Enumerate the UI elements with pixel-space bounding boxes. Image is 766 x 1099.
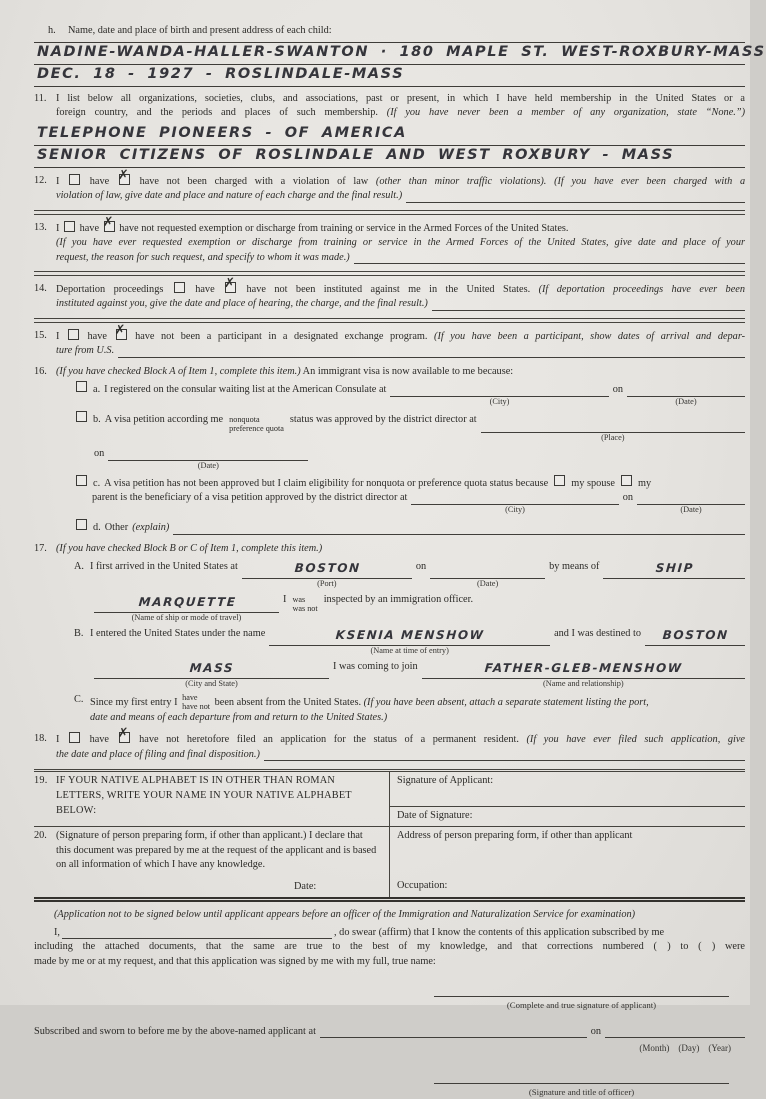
item-12-inline-note: (other than minor traffic violations). [375, 175, 547, 187]
option-c-text2: parent is the beneficiary of a visa petition approved by the district director at [92, 492, 408, 504]
item-18-line2 [56, 748, 745, 763]
checkbox-x-mark: ✗ [224, 275, 235, 291]
option-a-letter: a. [93, 384, 101, 396]
item-11-line2 [56, 106, 745, 121]
item-17c-note2: date and means of each departure from and return to the United States.) [90, 712, 388, 724]
date-sublabel: (Date) [675, 397, 697, 407]
explain-label: (explain) [132, 522, 170, 534]
ship-name-sublabel: (Name of ship or mode of travel) [131, 612, 242, 622]
item-16c-line2 [92, 491, 745, 515]
have-not-checkbox[interactable] [117, 167, 130, 185]
oath-note: (Application not to be signed below until applicant appears before an officer of the Immigration and Naturalization Service for examination) [54, 908, 636, 920]
port-sublabel: (Port) [317, 578, 337, 588]
oath-name-blank[interactable] [62, 926, 332, 939]
option-c-text1: A visa petition has not been approved but I claim eligibility for nonquota or preference quota status because [104, 477, 549, 489]
was-wasnot-stack [292, 595, 317, 614]
item-18-answer-blank[interactable] [264, 748, 745, 761]
city-sublabel: (City) [505, 505, 525, 515]
item-13-number: 13. [34, 221, 47, 233]
item-15-text: been a participant in a designated exchange program. [180, 330, 428, 342]
item-15-line2 [56, 344, 745, 359]
item-16b [74, 411, 745, 442]
item-12-text: been charged with a violation of law [187, 175, 369, 187]
preparer-declaration: (Signature of person preparing form, if other than applicant.) I declare that this document was prepared by me at the request of the applicant and is based on all information of which I have any knowledge. [56, 829, 377, 871]
option-d-letter: d. [93, 522, 101, 534]
item-14-line2 [56, 297, 745, 312]
item-19-number: 19. [34, 775, 48, 787]
registration-date-blank[interactable] [627, 383, 745, 407]
have-not-checkbox[interactable] [114, 322, 127, 340]
district-director-place-blank[interactable] [481, 419, 745, 442]
item-12-line1 [56, 167, 746, 190]
item-17a-text1: I first arrived in the United States at [90, 560, 238, 572]
means-handwritten: SHIP [655, 560, 695, 575]
option-b-checkbox[interactable] [76, 411, 87, 422]
have-option: have [182, 692, 198, 702]
option-a-checkbox[interactable] [76, 381, 87, 392]
preference-quota-option: preference quota [229, 424, 284, 434]
item-17b-line2 [94, 660, 745, 688]
item-17c-text2: been absent from the United States. [214, 696, 362, 708]
have-checkbox[interactable] [174, 282, 185, 293]
was-not-option: was not [292, 604, 318, 614]
signature-of-applicant-label: Signature of Applicant: [397, 775, 494, 787]
item-12-note1: (If you have ever been charged with a [554, 175, 746, 187]
item-16d [74, 519, 745, 536]
have-not-checkbox[interactable] [102, 214, 115, 232]
item-15-note2: ture from U.S. [56, 345, 115, 357]
item-17a-letter: A. [74, 560, 85, 572]
have-not-option: have not [182, 702, 211, 712]
date-of-signature-label: Date of Signature: [397, 810, 473, 822]
city-state-blank[interactable] [94, 660, 329, 688]
entry-name-blank[interactable] [269, 627, 550, 655]
item-12-number: 12. [34, 174, 47, 186]
item-16 [34, 365, 745, 536]
port-handwritten: BOSTON [294, 560, 362, 575]
item-15-number: 15. [34, 329, 47, 341]
was-option: was [292, 594, 306, 604]
item-20-right-cell [390, 827, 745, 897]
officer-signature-line[interactable] [434, 1071, 729, 1084]
option-b-text1: A visa petition according me [104, 414, 224, 426]
children-field-line2[interactable] [34, 65, 745, 87]
item-13-line1 [56, 214, 745, 237]
item-19-instruction: IF YOUR NATIVE ALPHABET IS IN OTHER THAN ROMAN LETTERS, WRITE YOUR NAME IN YOUR NATIVE ALPHABET BELOW: [56, 775, 352, 816]
relationship-sublabel: (Name and relationship) [543, 678, 624, 688]
preparer-address-field[interactable] [390, 827, 745, 844]
item-17b-text1: I entered the United States under the name [90, 627, 266, 639]
applicant-true-signature-block [434, 984, 729, 1011]
item-18-pre: I [56, 734, 60, 746]
item-13-answer-blank[interactable] [354, 251, 745, 264]
row-20 [34, 827, 745, 897]
item-19-right-cell [390, 772, 745, 826]
item-16-note: (If you have checked Block A of Item 1, complete this item.) [56, 365, 301, 377]
date-of-signature-field[interactable] [390, 807, 745, 826]
signature-table [34, 769, 745, 902]
on-label: on [612, 384, 623, 396]
destined-handwritten: BOSTON [662, 627, 730, 642]
item-17b [74, 627, 745, 688]
item-15-line1 [56, 322, 746, 345]
item-17a-text2: by means of [549, 560, 600, 572]
item-14-text: been instituted against me in the United States. [295, 283, 531, 295]
applicant-signature-caption: (Complete and true signature of applicant) [506, 1000, 657, 1011]
item-16-intro-text: An immigrant visa is now available to me because: [302, 365, 514, 377]
item-h [34, 24, 745, 39]
my-spouse-label: my spouse [571, 477, 615, 489]
item-13 [34, 214, 745, 266]
petition-city-blank[interactable] [411, 491, 618, 515]
occupation-label: Occupation: [397, 880, 448, 892]
item-16c [74, 475, 745, 515]
item-20-left-cell [34, 827, 390, 897]
ship-name-blank[interactable] [94, 594, 279, 622]
item-17c-letter: C. [74, 693, 84, 705]
item-12-answer-blank[interactable] [406, 190, 745, 203]
item-14-note2: instituted against you, give the date and place of hearing, the charge, and the final result.) [56, 298, 428, 310]
organizations-field-line2[interactable] [34, 146, 745, 168]
option-a-text: I registered on the consular waiting list at the American Consulate at [104, 384, 387, 396]
subscribed-text: Subscribed and sworn to before me by the above-named applicant at [34, 1025, 316, 1037]
item-17c-text1: Since my first entry I [90, 696, 178, 708]
entry-name-sublabel: (Name at time of entry) [370, 645, 449, 655]
item-17-number: 17. [34, 543, 47, 555]
organizations-handwritten-line1: TELEPHONE PIONEERS - OF AMERICA [37, 125, 407, 142]
item-17a [74, 560, 745, 622]
consulate-city-blank[interactable] [390, 383, 608, 407]
item-16-number: 16. [34, 365, 47, 377]
have-not-label: have not [135, 330, 175, 342]
oath-line2: including the attached documents, that the same are true to the best of my knowledge, and that corrections numbered ( ) to ( ) were [34, 941, 745, 953]
item-20-number: 20. [34, 829, 47, 841]
oath-section [34, 908, 745, 1099]
option-b-text2: status was approved by the district director at [289, 414, 477, 426]
join-handwritten: FATHER-GLEB-MENSHOW [484, 660, 684, 675]
have-label: have [89, 175, 110, 187]
date-sublabel: (Date) [197, 460, 219, 470]
on-label: on [415, 560, 427, 572]
my-spouse-checkbox[interactable] [554, 475, 565, 486]
date-sublabel: (Date) [477, 578, 499, 588]
month-day-year-labels: (Month) (Day) (Year) [639, 1043, 731, 1054]
item-17a-line2 [94, 593, 745, 622]
option-c-checkbox[interactable] [76, 475, 87, 486]
item-13-pre: I [56, 222, 60, 234]
item-16b-line2 [94, 447, 745, 470]
item-18 [34, 726, 745, 762]
have-checkbox[interactable] [69, 732, 80, 743]
item-12-line2 [56, 189, 745, 204]
have-label: have [89, 734, 109, 746]
item-h-text: Name, date and place of birth and present address of each child: [68, 25, 332, 36]
have-checkbox[interactable] [69, 174, 80, 185]
on-label: on [94, 447, 105, 459]
item-19-left-cell [34, 772, 390, 826]
option-d-checkbox[interactable] [76, 519, 87, 530]
on-label: on [622, 492, 633, 504]
item-17b-line1 [90, 627, 745, 655]
item-11-note: (If you have never been a member of any organization, state “None.”) [386, 107, 745, 119]
row-19 [34, 772, 745, 827]
item-16-intro [56, 365, 745, 380]
preparer-date-field[interactable] [56, 880, 379, 895]
oath-swear-line [34, 926, 745, 941]
item-17b-text2: and I was destined to [554, 627, 641, 639]
item-11 [34, 92, 745, 121]
have-not-label: have not [119, 222, 155, 234]
checkbox-x-mark: ✗ [117, 726, 129, 742]
place-sublabel: (Place) [601, 432, 625, 442]
item-13-text: requested exemption or discharge from training or service in the Armed Forces of the United States. [156, 222, 569, 234]
on-label: on [590, 1025, 601, 1037]
have-not-label: have not [246, 283, 288, 295]
item-18-line1 [56, 726, 745, 748]
entry-name-handwritten: KSENIA MENSHOW [335, 627, 486, 642]
applicant-signature-field[interactable] [390, 772, 745, 807]
city-state-sublabel: (City and State) [185, 678, 238, 688]
item-11-text: foreign country, and the periods and places of such membership. [56, 107, 378, 119]
petition-date-blank[interactable] [637, 491, 745, 515]
approval-date-blank[interactable] [108, 447, 308, 470]
oath-i-label: I, [54, 926, 61, 938]
children-handwritten-line1: NADINE-WANDA-HALLER-SWANTON · 180 MAPLE ST. WEST-ROXBURY-MASS [37, 44, 766, 61]
item-14 [34, 275, 745, 312]
officer-signature-caption: (Signature and title of officer) [528, 1087, 635, 1098]
nonquota-option: nonquota [229, 415, 260, 425]
item-13-note1: (If you have ever requested exemption or discharge from training or service in the Armed Forces of the United States, give date and place of your [56, 237, 745, 249]
item-h-number: h. [48, 25, 56, 36]
checkbox-x-mark: ✗ [117, 167, 129, 183]
arrival-date-blank[interactable] [430, 565, 545, 588]
item-11-number: 11. [34, 92, 47, 104]
item-12 [34, 167, 746, 204]
date-label: Date: [294, 881, 317, 893]
item-17b-letter: B. [74, 627, 84, 639]
item-17c-note1: (If you have been absent, attach a separate statement listing the port, [363, 696, 649, 708]
means-of-travel-blank[interactable] [603, 560, 745, 579]
item-15-pre: I [56, 330, 60, 342]
item-18-note2: the date and place of filing and final disposition.) [56, 748, 260, 760]
have-not-checkbox[interactable] [224, 275, 236, 293]
item-18-note1: (If you have ever filed such application, give [526, 734, 745, 746]
option-c-letter: c. [93, 477, 101, 489]
item-18-number: 18. [34, 733, 47, 745]
item-14-answer-blank[interactable] [432, 298, 745, 311]
item-16a [74, 381, 745, 407]
item-17a-text3: inspected by an immigration officer. [323, 593, 474, 605]
item-17b-text3: I was coming to join [333, 660, 418, 672]
subscribed-line [34, 1025, 745, 1040]
i-label: I [283, 593, 287, 605]
have-havenot-stack [182, 693, 210, 712]
preparer-address-label: Address of person preparing form, if other than applicant [397, 829, 633, 841]
item-12-pre: I [56, 175, 60, 187]
have-not-label: have not [139, 175, 180, 187]
item-17 [34, 542, 745, 726]
item-15-note1: (If you have been a participant, show dates of arrival and depar- [434, 330, 746, 342]
organizations-handwritten-line2: SENIOR CITIZENS OF ROSLINDALE AND WEST ROXBURY - MASS [37, 147, 675, 164]
item-12-note2: violation of law, give date and place and nature of each charge and the final result.) [56, 190, 403, 202]
item-18-text: heretofore filed an application for the status of a permanent resident. [186, 734, 519, 746]
destined-to-blank[interactable] [645, 627, 745, 646]
have-not-label: have not [139, 734, 180, 746]
subscribed-date-blank[interactable] [605, 1025, 745, 1038]
item-17-note: (If you have checked Block B or C of Item 1, complete this item.) [56, 543, 323, 555]
city-state-handwritten: MASS [189, 660, 235, 675]
other-explain-blank[interactable] [173, 522, 745, 535]
item-17c [74, 693, 745, 726]
item-15-answer-blank[interactable] [118, 345, 745, 358]
option-d-text: Other [104, 522, 129, 534]
have-checkbox[interactable] [68, 329, 79, 340]
item-13-note2: request, the reason for such request, and specify to whom it was made.) [56, 251, 350, 263]
have-checkbox[interactable] [64, 221, 75, 232]
have-label: have [87, 330, 107, 342]
date-sublabel: (Date) [680, 505, 702, 515]
oath-line3: made by me or at my request, and that this application was signed by me with my full, true name: [34, 955, 436, 967]
option-b-letter: b. [93, 414, 101, 426]
item-13-line3 [56, 251, 745, 266]
section-divider [34, 210, 745, 215]
item-17a-line1 [90, 560, 745, 588]
coming-to-join-blank[interactable] [422, 660, 745, 688]
item-16c-line1 [74, 475, 745, 492]
have-label: have [79, 222, 100, 234]
preparer-occupation-field[interactable] [390, 879, 745, 897]
children-handwritten-line2: DEC. 18 - 1927 - ROSLINDALE-MASS [37, 66, 405, 83]
quota-options-stack [229, 415, 284, 434]
ship-name-handwritten: MARQUETTE [137, 594, 237, 609]
checkbox-x-mark: ✗ [102, 214, 114, 230]
have-label: have [195, 283, 215, 295]
item-14-line1 [56, 275, 745, 298]
item-15 [34, 322, 746, 359]
item-14-pre: Deportation proceedings [56, 283, 164, 295]
item-14-note1: (If deportation proceedings have ever been [538, 283, 745, 295]
my-parent-checkbox[interactable] [621, 475, 632, 486]
children-field-line1[interactable] [34, 43, 766, 65]
oath-swear-text: , do swear (affirm) that I know the contents of this application subscribed by me [334, 926, 665, 938]
subscribed-place-blank[interactable] [320, 1025, 587, 1038]
organizations-field-line1[interactable] [34, 124, 745, 146]
officer-signature-block [434, 1071, 729, 1098]
checkbox-x-mark: ✗ [114, 322, 126, 338]
have-not-checkbox[interactable] [117, 726, 130, 743]
my-label: my [638, 477, 652, 489]
applicant-true-signature-line[interactable] [434, 984, 729, 997]
city-sublabel: (City) [489, 397, 510, 407]
item-17c-line1 [90, 693, 745, 712]
section-divider [34, 271, 745, 276]
item-14-number: 14. [34, 282, 47, 294]
arrival-port-blank[interactable] [242, 560, 412, 588]
item-11-line1: I list below all organizations, societies, clubs, and associations, past or present, in which I have held membership in the United States or a [56, 92, 745, 104]
section-divider [34, 318, 745, 323]
